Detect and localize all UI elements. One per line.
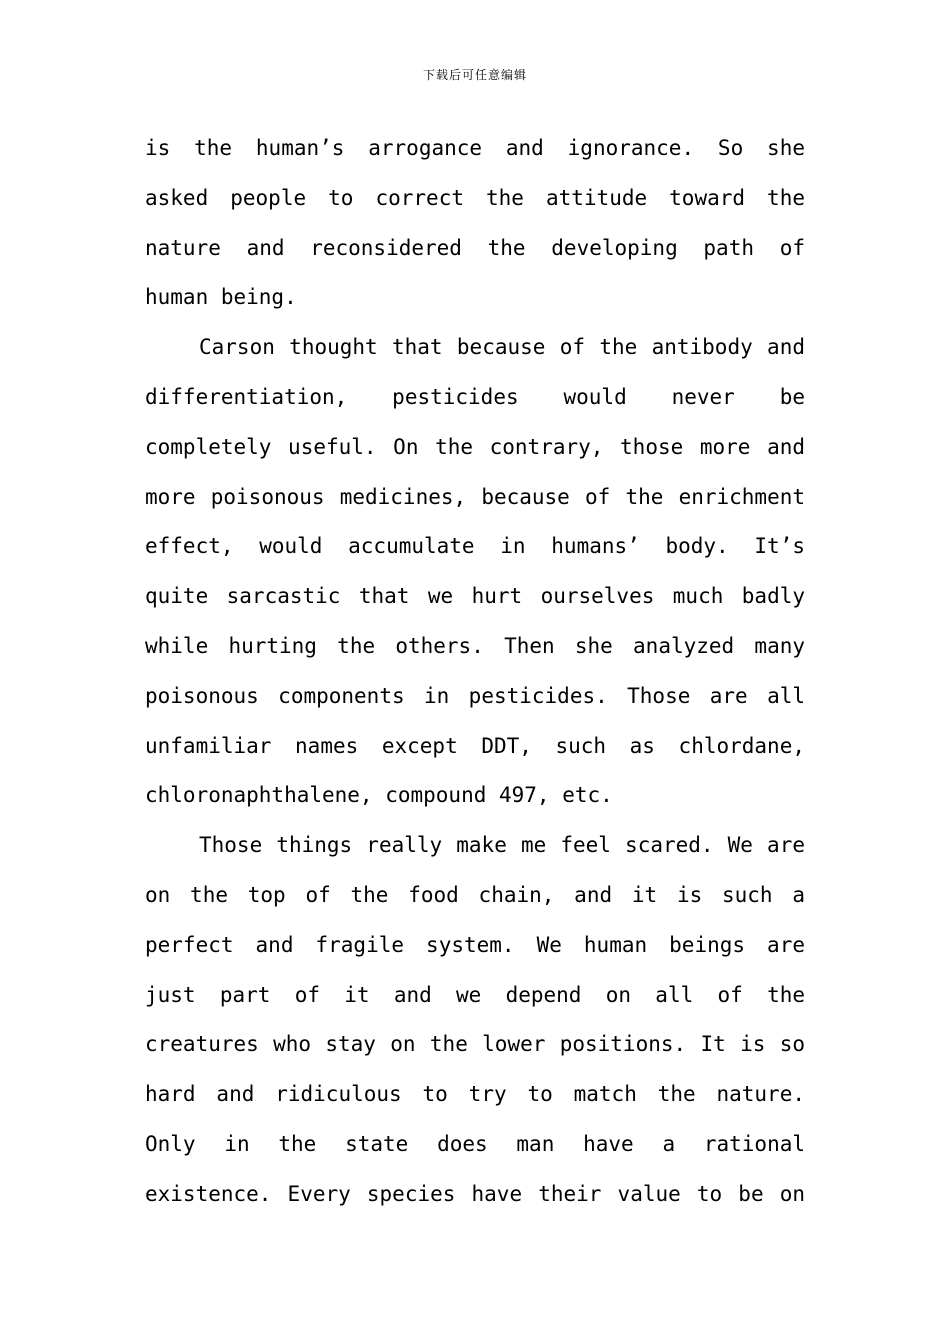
text-line: while hurting the others. Then she analyzed many: [145, 633, 805, 658]
paragraph: [145, 124, 805, 323]
text-line: completely useful. On the contrary, those more and: [145, 434, 805, 459]
page-header: 下载后可任意编辑: [422, 68, 527, 82]
text-line: human being.: [145, 285, 297, 310]
text-line: differentiation, pesticides would never be: [145, 384, 805, 409]
text-line: on the top of the food chain, and it is such a: [145, 882, 805, 907]
paragraph: [145, 821, 805, 1219]
text-line: Those things really make me feel scared. We are: [199, 833, 805, 858]
text-line: nature and reconsidered the developing path of: [145, 235, 805, 260]
text-line: asked people to correct the attitude toward the: [145, 185, 805, 210]
text-line: just part of it and we depend on all of the: [145, 982, 805, 1007]
text-line: perfect and fragile system. We human beings are: [145, 932, 805, 957]
text-line: effect, would accumulate in humans’ body. It’s: [145, 534, 805, 559]
text-line: Carson thought that because of the antibody and: [199, 335, 805, 360]
text-line: more poisonous medicines, because of the enrichment: [145, 484, 805, 509]
text-line: creatures who stay on the lower positions. It is so: [145, 1032, 805, 1057]
text-line: hard and ridiculous to try to match the nature.: [145, 1082, 805, 1107]
text-line: poisonous components in pesticides. Those are all: [145, 683, 805, 708]
text-line: quite sarcastic that we hurt ourselves much badly: [145, 584, 805, 609]
text-line: is the human’s arrogance and ignorance. So she: [145, 136, 805, 160]
text-line: Only in the state does man have a rational: [145, 1131, 805, 1156]
document-body: [145, 124, 805, 1220]
paragraph: [145, 323, 805, 821]
text-line: existence. Every species have their value to be on: [145, 1181, 805, 1206]
text-line: chloronaphthalene, compound 497, etc.: [145, 783, 613, 808]
text-line: unfamiliar names except DDT, such as chlordane,: [145, 733, 805, 758]
